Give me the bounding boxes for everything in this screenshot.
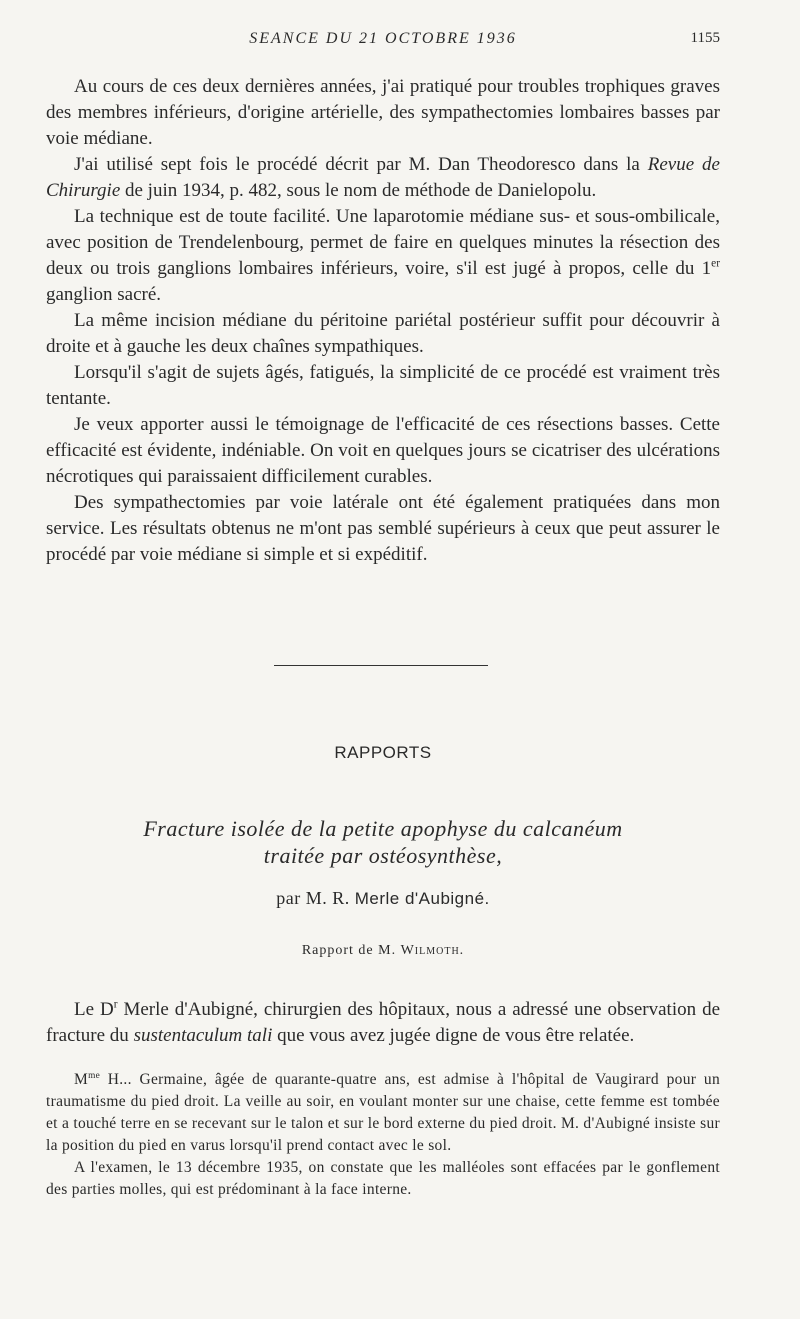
case-paragraph: A l'examen, le 13 décembre 1935, on constate que les malléoles sont effacées par le gonflement des parties molles, qui est prédominant à la face interne.	[46, 1159, 720, 1198]
byline	[46, 888, 720, 909]
text-run: J'ai utilisé sept fois le procédé décrit par M. Dan Theodoresco dans la	[74, 154, 648, 175]
superscript: er	[711, 257, 720, 270]
article-title-line: traitée par ostéosynthèse,	[263, 843, 503, 868]
running-header	[46, 30, 720, 54]
case-paragraph	[46, 1069, 720, 1157]
paragraph	[46, 152, 720, 204]
text-run: que vous avez jugée digne de vous être relatée.	[272, 1025, 635, 1046]
section-divider	[274, 665, 488, 666]
author-name: Merle d'Aubigné.	[354, 889, 490, 908]
paragraph: Lorsqu'il s'agit de sujets âgés, fatigués, la simplicité de ce procédé est vraiment très tentante.	[46, 362, 720, 409]
journal-name: Revue de Chirurgie	[46, 154, 720, 201]
superscript: r	[113, 998, 118, 1011]
paragraph	[46, 997, 720, 1049]
article-title	[46, 815, 720, 869]
superscript: me	[88, 1070, 101, 1081]
latin-term: sustentaculum tali	[133, 1025, 273, 1046]
article-title-line: Fracture isolée de la petite apophyse du calcanéum	[143, 816, 623, 841]
report-prefix: Rapport de M.	[301, 943, 401, 958]
text-run: H... Germaine, âgée de quarante-quatre ans, est admise à l'hôpital de Vaugirard pour un traumatisme du pied droit. La veille au soir, en voulant monter sur une chaise, cette femme est tombée et a touché terre en se recevant sur le talon et sur le bord externe du pied droit. M. d'Aubigné insiste sur la position du pied en varus lorsqu'il prend contact avec le sol.	[46, 1071, 720, 1154]
paragraph: La même incision médiane du péritoine pariétal postérieur suffit pour découvrir à droite et à gauche les deux chaînes sympathiques.	[46, 310, 720, 357]
byline-prefix: par M. R.	[276, 888, 355, 908]
paragraph: Des sympathectomies par voie latérale ont été également pratiquées dans mon service. Les résultats obtenus ne m'ont pas semblé supérieurs à ceux que peut assurer le procédé par voie médiane si simple et si expéditif.	[46, 492, 720, 565]
intro-text	[46, 74, 720, 568]
text-run: Merle d'Aubigné, chirurgien des hôpitaux, nous a adressé une observation de fracture du	[46, 999, 720, 1046]
paragraph	[46, 204, 720, 308]
page-number: 1155	[690, 30, 720, 46]
paragraph: Au cours de ces deux dernières années, j'ai pratiqué pour troubles trophiques graves des membres inférieurs, d'origine artérielle, des sympathectomies lombaires basses par voie médiane.	[46, 76, 720, 149]
section-heading: RAPPORTS	[334, 743, 432, 762]
reporter-name: Wilmoth.	[400, 943, 465, 958]
paragraph: Je veux apporter aussi le témoignage de l'efficacité de ces résections basses. Cette efficacité est évidente, indéniable. On voit en quelques jours se cicatriser des ulcérations nécrotiques qui paraissaient difficilement curables.	[46, 414, 720, 487]
article-body	[46, 997, 720, 1201]
text-run: de juin 1934, p. 482, sous le nom de méthode de Danielopolu.	[120, 180, 597, 201]
text-run: Le D	[74, 999, 114, 1020]
running-title: SEANCE DU 21 OCTOBRE 1936	[249, 30, 517, 47]
text-run: M	[74, 1071, 89, 1088]
text-run: La technique est de toute facilité. Une laparotomie médiane sus- et sous-ombilicale, avec position de Trendelenbourg, permet de faire en quelques minutes la résection des deux ou trois ganglions lombaires inférieurs, voire, s'il est jugé à propos, celle du 1	[46, 206, 720, 279]
report-line	[46, 943, 720, 959]
text-run: ganglion sacré.	[46, 284, 162, 305]
